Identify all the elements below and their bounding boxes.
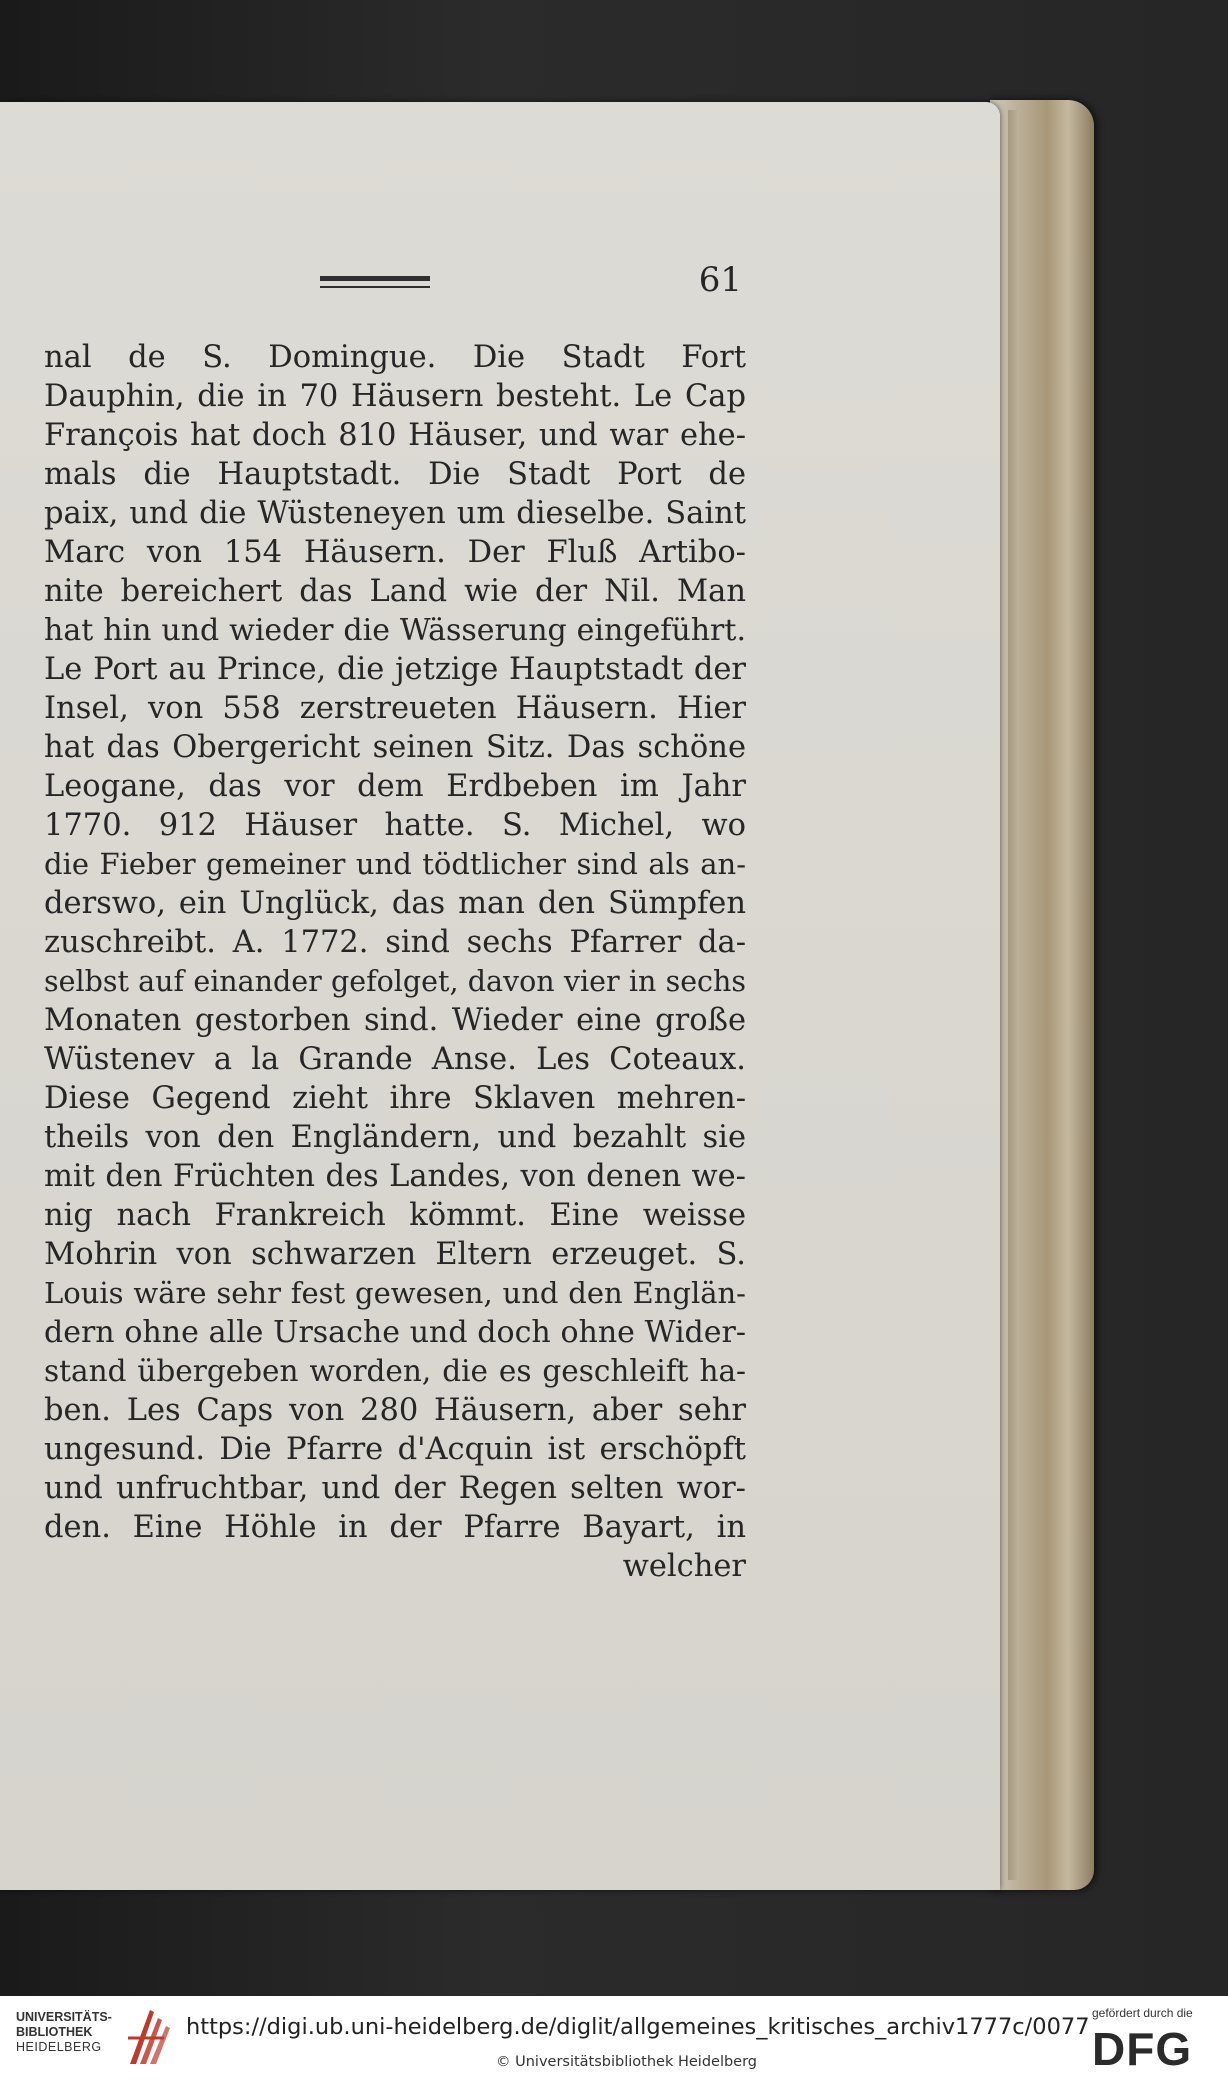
library-name-line: HEIDELBERG (16, 2040, 102, 2054)
library-name-line: BIBLIOTHEK (16, 2025, 93, 2039)
text-line: mit den Früchten des Landes, von denen we- (44, 1159, 746, 1194)
text-line: 1770. 912 Häuser hatte. S. Michel, wo (44, 808, 746, 843)
text-line: Dauphin, die in 70 Häusern besteht. Le Cap (44, 379, 746, 414)
page-edge (990, 100, 1094, 1890)
text-line: die Fieber gemeiner und tödtlicher sind als an- (44, 847, 746, 881)
text-line: hat hin und wieder die Wässerung eingeführt. (44, 613, 746, 648)
text-line: Insel, von 558 zerstreueten Häusern. Hier (44, 691, 746, 726)
text-line: Leogane, das vor dem Erdbeben im Jahr (44, 769, 746, 804)
text-line: Le Port au Prince, die jetzige Hauptstadt der (44, 652, 746, 687)
text-line: Mohrin von schwarzen Eltern erzeuget. S. (44, 1237, 746, 1272)
text-line: Monaten gestorben sind. Wieder eine große (44, 1003, 746, 1038)
text-line: den. Eine Höhle in der Pfarre Bayart, in (44, 1510, 746, 1545)
text-line: Wüstenev a la Grande Anse. Les Coteaux. (44, 1042, 746, 1077)
library-name-line: UNIVERSITÄTS- (16, 2010, 112, 2024)
text-line: zuschreibt. A. 1772. sind sechs Pfarrer da- (44, 925, 746, 960)
text-line: paix, und die Wüsteneyen um dieselbe. Saint (44, 496, 746, 531)
text-line: nig nach Frankreich kömmt. Eine weisse (44, 1198, 746, 1233)
text-line: derswo, ein Unglück, das man den Sümpfen (44, 886, 746, 921)
text-line: dern ohne alle Ursache und doch ohne Wider- (44, 1315, 746, 1350)
funded-by-label: gefördert durch die (1092, 2006, 1193, 2020)
text-line: und unfruchtbar, und der Regen selten wor- (44, 1471, 746, 1506)
catchword: welcher (622, 1549, 746, 1584)
text-line: mals die Hauptstadt. Die Stadt Port de (44, 457, 746, 492)
text-line: hat das Obergericht seinen Sitz. Das schöne (44, 730, 746, 765)
text-line: selbst auf einander gefolget, davon vier in sechs (44, 965, 746, 998)
header-ornament-rule (320, 276, 430, 288)
text-line: stand übergeben worden, die es geschleift ha- (44, 1354, 746, 1388)
text-line: Marc von 154 Häusern. Der Fluß Artibo- (44, 535, 746, 570)
text-line: Louis wäre sehr fest gewesen, und den Englän- (44, 1276, 746, 1310)
text-line: nal de S. Domingue. Die Stadt Fort (44, 340, 746, 375)
text-line: ungesund. Die Pfarre d'Acquin ist erschöpft (44, 1432, 746, 1467)
library-logo-icon (124, 2004, 172, 2070)
dfg-logo: DFG (1092, 2023, 1193, 2075)
text-line: Diese Gegend zieht ihre Sklaven mehren- (44, 1081, 746, 1116)
text-line: ben. Les Caps von 280 Häusern, aber sehr (44, 1393, 746, 1428)
text-line: nite bereichert das Land wie der Nil. Man (44, 574, 746, 609)
page-number: 61 (698, 260, 742, 300)
library-name (16, 2010, 126, 2055)
page-text (44, 338, 746, 1586)
permalink-url[interactable]: https://digi.ub.uni-heidelberg.de/diglit/allgemeines_kritisches_archiv1777c/0077 (186, 2014, 1090, 2040)
viewer-footer (0, 1996, 1228, 2084)
copyright-notice: © Universitätsbibliothek Heidelberg (496, 2054, 758, 2070)
text-line: theils von den Engländern, und bezahlt sie (44, 1120, 746, 1155)
text-line: François hat doch 810 Häuser, und war ehe- (44, 418, 746, 453)
